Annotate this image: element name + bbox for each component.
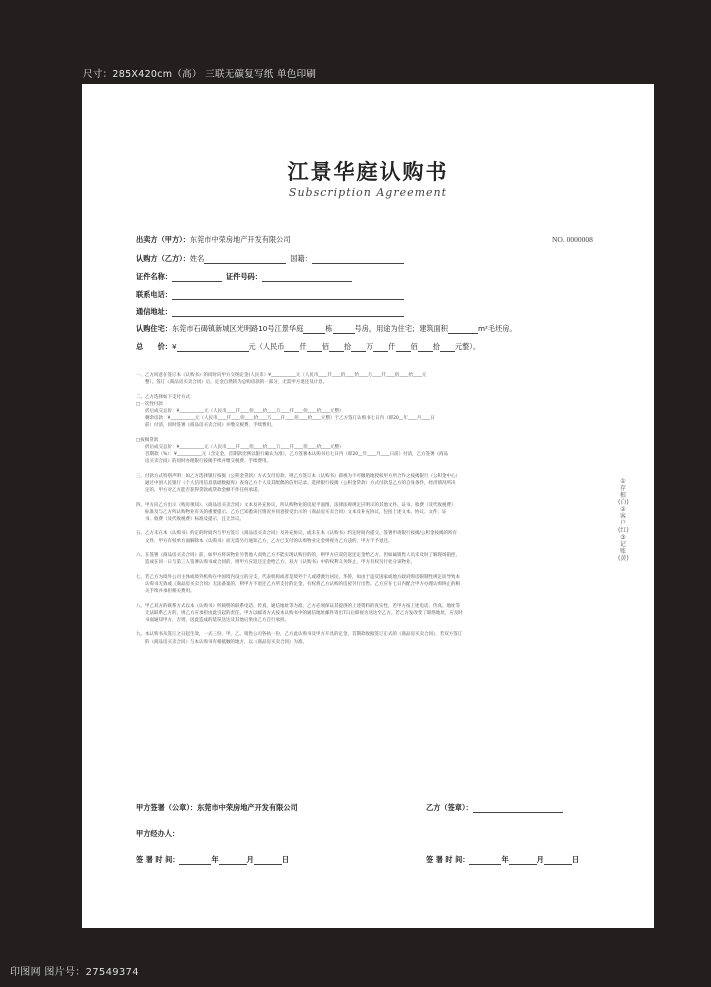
- day-unit: 日: [571, 855, 580, 864]
- building-field[interactable]: [303, 325, 325, 334]
- id-row: [136, 272, 352, 282]
- subscription-form-page: [82, 84, 654, 928]
- clause-line: 认购书无效或《商品房买卖合同》无法备案的，则甲方不退还乙方所支付的定金，有权将乙方认购的房屋另行出售。乙方应在七日内配合甲方办理认购终止的相: [136, 581, 460, 587]
- clause-line: 通过中国人民银行《个人信用信息基础数据库》查询乙方个人及其配偶的信用记录。选择银行按揭（公积金贷款）方式付款是乙方的自身条件，经济情况所决: [136, 481, 456, 487]
- party-b-sign-row: [426, 803, 563, 813]
- amount-digit-field[interactable]: [284, 343, 299, 352]
- amount-digit-field[interactable]: [307, 343, 322, 352]
- total-label: 总 价：: [136, 342, 172, 351]
- clause-line: [136, 566, 463, 573]
- clause-line: [136, 595, 463, 602]
- unit-shi: 拾: [432, 342, 440, 351]
- nation-field[interactable]: [312, 255, 404, 264]
- clause-line: □一次性付款: [136, 401, 163, 407]
- watermark: 印图网 图片号：27549374: [10, 967, 139, 978]
- clause-line: 关手续并承担相关费用。: [136, 589, 195, 595]
- month-field[interactable]: [509, 856, 537, 865]
- party-a-sign-label: 甲方签署（公章）：: [136, 803, 198, 812]
- clause-line: 三、付款方式特别声明：如乙方选择银行按揭（公积金贷款）方式支付房款，则乙方签订本《认购书》即视为不可撤销地授权甲方所合作之按揭银行（公积金中心）: [136, 473, 460, 479]
- clause-line: 九、本认购书从签订之日起生效，一式三份，甲、乙、销售公司各执一份，乙方此认购书及甲方开具的定金、首期款收据签订正式的《商品房买卖合同》，若双方签订: [136, 632, 463, 638]
- clause-line: 剩余房款：¥___________元（人民币____仟____佰____拾____万____仟____佰____拾____元整）于乙方签订认购书七日内（即20__年____月____日: [136, 416, 435, 422]
- phone-field[interactable]: [172, 291, 404, 300]
- phone-label: 联系电话：: [136, 290, 172, 299]
- amount-digit-field[interactable]: [418, 343, 433, 352]
- agent-label: 甲方经办人：: [136, 829, 180, 838]
- clause-line: 六、在签署《商品房买卖合同》前，如甲方将该物业另售他人而致乙方不能实现认购目的的，则甲方应双倍返还定金给乙方，但如属销售人员未及时了解现场销控，: [136, 553, 460, 559]
- address-row: [136, 307, 404, 317]
- clause-line: 文件，甲方有权单方面解除本《认购书》而无需另行通知乙方，乙方已支付的认购物业定金则视为乙方违约，甲方不予退还。: [136, 538, 393, 544]
- party-a-date-row: [136, 855, 289, 865]
- clause-line: 二、乙方选择如下支付方式：: [136, 394, 195, 400]
- year-unit: 年: [211, 855, 219, 864]
- day-field[interactable]: [254, 856, 282, 865]
- unit-address: 东莞市石碣镇新城区光明路10号江景华庭: [171, 324, 304, 333]
- buyer-row: [136, 254, 404, 264]
- clause-line: 五、乙方未在本《认购书》约定的时间内与甲方签订《商品房买卖合同》及补充协议，或未在本《认购书》约定时间内提交、签署申请银行按揭/公积金按揭的所有: [136, 531, 458, 537]
- unit-yuan: 元整）。: [454, 342, 481, 351]
- phone-row: [136, 290, 404, 300]
- amount-digit-field[interactable]: [373, 343, 388, 352]
- unit-wan: 万: [366, 342, 374, 351]
- buyer-label: 认购方（乙方）：: [136, 254, 190, 263]
- copy-color-note: ①存根(白) ②客户(红) ③记账(黄): [618, 478, 629, 562]
- nation-label: 国籍：: [290, 254, 312, 263]
- clause-line: 书面通知甲方，否则，因此造成的延误送达及其他后果由乙方自行承担。: [136, 617, 289, 623]
- id-type-field[interactable]: [172, 273, 222, 282]
- room-field[interactable]: [333, 325, 355, 334]
- page-title: 江景华庭认购书: [287, 159, 449, 184]
- month-unit: 月: [536, 855, 544, 864]
- clause-line: 一、乙方同意在签订本《认购书》的同时向甲方交纳定金(人民币）¥___________元（人民币____仟____佰____拾____万____仟____佰____拾____元: [136, 373, 427, 378]
- total-amount-field[interactable]: [177, 343, 249, 352]
- name-label: 姓名: [189, 254, 205, 263]
- unit-bai: 佰: [410, 342, 418, 351]
- print-spec-note: 尺寸：285X420cm（高） 三联无碳复写纸 单色印刷: [83, 69, 317, 80]
- party-b-date-row: [426, 855, 579, 865]
- clause-line: [136, 386, 463, 393]
- clause-line: [136, 523, 463, 530]
- address-field[interactable]: [172, 308, 404, 317]
- yen-sign: ¥: [171, 342, 177, 351]
- day-unit: 日: [281, 855, 290, 864]
- clause-line: 七、若乙方为境外公司主体或境外机构在中国境内设立的分支、代表机构或者是境外个人或港澳台居民、华侨，如由于违反国家或地方政府购房限制性规定而导致本: [136, 574, 460, 580]
- clause-line: 书、收费（及代收税费）标准及提示，且无异议。: [136, 517, 244, 523]
- year-field[interactable]: [469, 856, 501, 865]
- clause-line: 造成在同一日与第三人签署认购书或合同的，则甲方应返还定金给乙方，双方《认购书》中的权利义务终止，甲方有权另行处分该物业。: [136, 560, 415, 566]
- agent-row: [136, 829, 179, 839]
- clause-line: [136, 430, 463, 437]
- clause-line: 折后成交总价：¥___________元（人民币____仟____佰____拾____万____仟____佰____拾____元整）: [136, 445, 344, 451]
- clause-line: [136, 466, 463, 473]
- clause-line: [136, 624, 463, 631]
- serial-number: NO. 0000008: [552, 235, 593, 244]
- area-field[interactable]: [448, 325, 478, 334]
- amount-digit-field[interactable]: [440, 343, 455, 352]
- day-field[interactable]: [544, 856, 572, 865]
- clause-line: 首期款（%）：¥___________元（含定金，首期款比例以银行确认为准），乙方签署本认购书后七日内（即20__年____月____日前）付清，乙方签署《商品: [136, 452, 449, 458]
- unit-label: 认购住宅：: [136, 324, 172, 333]
- clause-line: [136, 545, 463, 552]
- unit-bai: 佰: [321, 342, 329, 351]
- unit-purpose: 号房，用途为住宅；建筑面积: [354, 324, 448, 333]
- name-field[interactable]: [204, 255, 286, 264]
- total-row: [136, 342, 480, 352]
- area-unit: m²毛坯房。: [477, 324, 517, 333]
- party-a-sign-row: [136, 803, 298, 813]
- total-rmb: 元（人民币: [248, 342, 285, 351]
- amount-digit-field[interactable]: [396, 343, 411, 352]
- clause-line: 整），签订《商品房买卖合同》后，定金自然转为总购房款的一部分，无需甲方退还及计息。: [136, 380, 328, 386]
- clause-line: 八、甲乙双方的联系方式以本《认购书》所载明的联系电话、传真、通信地址等为准。乙方必须保证其提供的上述资料的真实性，若甲方按上述电话、传真、地址等: [136, 603, 460, 609]
- month-field[interactable]: [219, 856, 247, 865]
- id-no-label: 证件号码：: [225, 272, 262, 281]
- year-field[interactable]: [179, 856, 211, 865]
- unit-qian: 仟: [299, 342, 307, 351]
- unit-qian: 仟: [388, 342, 396, 351]
- clause-line: 前）付清，同时签署《商品房买卖合同》并缴交税费、手续费用。: [136, 423, 276, 429]
- party-b-sign-label: 乙方（签章）：: [426, 803, 473, 812]
- amount-digit-field[interactable]: [329, 343, 344, 352]
- address-label: 通信地址：: [136, 307, 172, 316]
- month-unit: 月: [246, 855, 254, 864]
- year-unit: 年: [501, 855, 509, 864]
- amount-digit-field[interactable]: [351, 343, 366, 352]
- clause-line: [136, 494, 463, 501]
- clause-line: 标准及与乙方所认购物业有关的重要提示，乙方已知悉该目情况并同意接受出示的《商品房买卖合同》文本及补充协议，包括上述文本、协议、文件、证: [136, 509, 447, 515]
- unit-row: [136, 324, 517, 334]
- building-unit: 栋: [325, 324, 333, 333]
- clause-line: 房买卖合同》的同时办理银行按揭手续并缴交税费、手续费用。: [136, 459, 271, 465]
- party-a-date-label: 签 署 时 间：: [136, 855, 180, 864]
- clause-line: 的《商品房买卖合同》与本认购书有相抵触的地方，以《商品房买卖合同》为准。: [136, 639, 307, 645]
- clause-line: 折后成交总价：¥___________元（人民币____仟____佰____拾____万____仟____佰____拾____元整）: [136, 409, 344, 415]
- clause-line: 定的，甲方对乙方能否获得贷款或贷款金额不作任何承诺。: [136, 488, 262, 494]
- party-b-sign-field[interactable]: [473, 804, 563, 813]
- clause-line: 无法联系乙方的，则乙方应承担由此引起的责任。甲方以邮寄方式按本认购书中的通信地址邮件寄出7日后即视为送达至乙方。若乙方发改变了联络地址，应及时: [136, 610, 463, 616]
- unit-shi: 拾: [343, 342, 352, 351]
- party-b-date-label: 签 署 时 间：: [426, 855, 470, 864]
- seller-label: 出卖方（甲方）：: [136, 235, 190, 244]
- id-type-label: 证件名称：: [136, 272, 172, 281]
- party-a-sign-value: 东莞市中荣房地产开发有限公司: [197, 803, 298, 812]
- terms-clauses: [136, 372, 463, 646]
- clause-line: □按揭贷款: [136, 437, 159, 443]
- id-no-field[interactable]: [262, 273, 352, 282]
- clause-line: 四、甲方向乙方出示《购房须知》、《商品房买卖合同》文本及补充协议，所认购物业的房屋平面图、法律法规规定应明示的其他文件、证书、收费（及代收税费）: [136, 502, 456, 508]
- page-subtitle: Subscription Agreement: [288, 186, 448, 199]
- seller-row: [136, 235, 291, 245]
- seller-value: 东莞市中荣房地产开发有限公司: [189, 235, 291, 244]
